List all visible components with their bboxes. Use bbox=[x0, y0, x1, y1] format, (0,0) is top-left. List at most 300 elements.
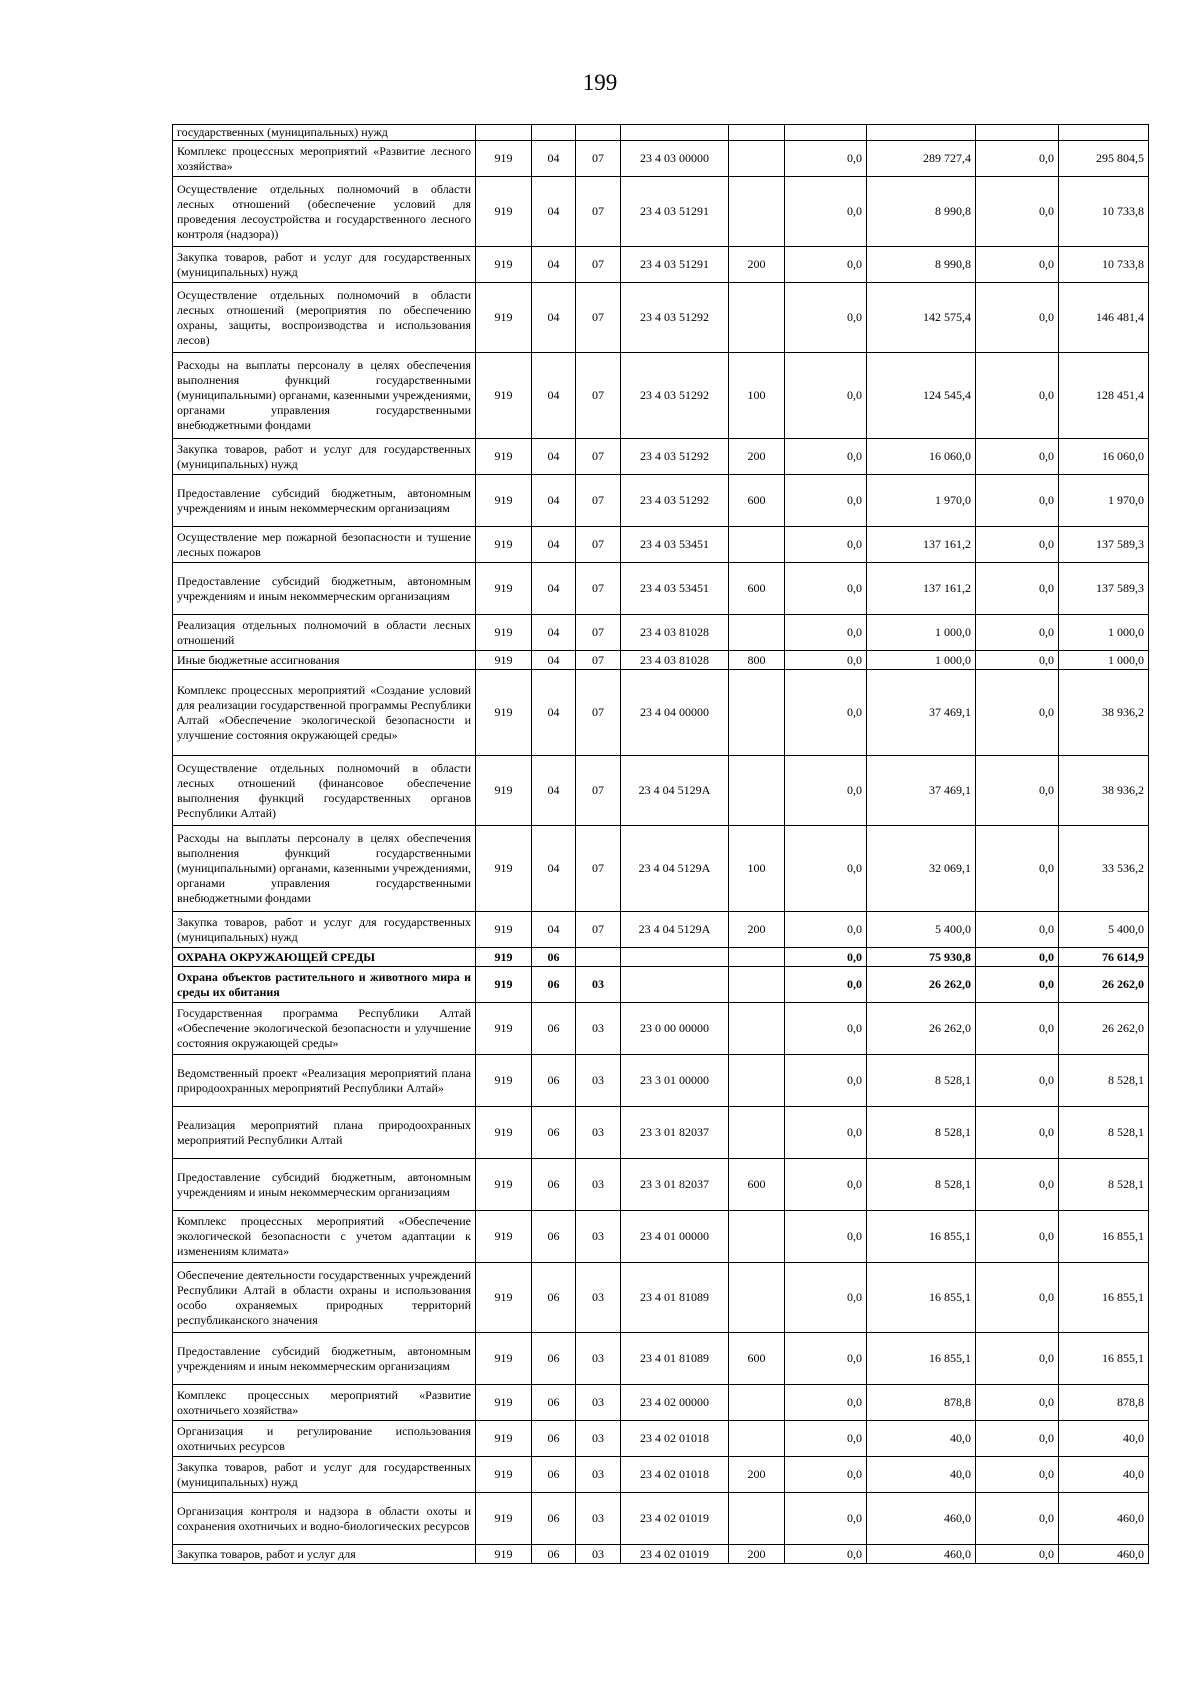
cell-section: 06 bbox=[532, 1333, 576, 1385]
cell-name: Осуществление отдельных полномочий в области лесных отношений (обеспечение условий для проведения лесоустройства и государственного лесного контроля (надзора)) bbox=[173, 177, 476, 247]
cell-amount-4: 8 528,1 bbox=[1059, 1055, 1149, 1107]
cell-grbs: 919 bbox=[476, 177, 532, 247]
cell-amount-3: 0,0 bbox=[976, 1211, 1059, 1263]
cell-amount-2: 37 469,1 bbox=[867, 756, 976, 826]
cell-expense-type: 200 bbox=[729, 247, 785, 283]
cell-expense-type bbox=[729, 967, 785, 1003]
cell-subsection: 07 bbox=[576, 912, 621, 948]
cell-amount-3: 0,0 bbox=[976, 563, 1059, 615]
cell-amount-1: 0,0 bbox=[785, 1493, 867, 1545]
cell-amount-2: 289 727,4 bbox=[867, 141, 976, 177]
cell-amount-1: 0,0 bbox=[785, 948, 867, 967]
cell-target-article: 23 4 04 5129А bbox=[621, 756, 729, 826]
cell-amount-4: 128 451,4 bbox=[1059, 353, 1149, 439]
cell-expense-type bbox=[729, 670, 785, 756]
cell-amount-4: 10 733,8 bbox=[1059, 247, 1149, 283]
cell-amount-2: 137 161,2 bbox=[867, 563, 976, 615]
cell-amount-3: 0,0 bbox=[976, 1493, 1059, 1545]
cell-amount-4: 5 400,0 bbox=[1059, 912, 1149, 948]
cell-amount-1: 0,0 bbox=[785, 912, 867, 948]
cell-amount-2: 8 528,1 bbox=[867, 1107, 976, 1159]
cell-amount-2: 16 855,1 bbox=[867, 1333, 976, 1385]
cell-name: Осуществление отдельных полномочий в области лесных отношений (финансовое обеспечение выполнения функций государственных органов Республики Алтай) bbox=[173, 756, 476, 826]
cell-amount-4: 40,0 bbox=[1059, 1457, 1149, 1493]
cell-name: Организация контроля и надзора в области охоты и сохранения охотничьих и водно-биологических ресурсов bbox=[173, 1493, 476, 1545]
cell-amount-4: 33 536,2 bbox=[1059, 826, 1149, 912]
cell-name: Комплекс процессных мероприятий «Обеспечение экологической безопасности с учетом адаптации к изменениям климата» bbox=[173, 1211, 476, 1263]
cell-amount-3: 0,0 bbox=[976, 527, 1059, 563]
table-body bbox=[173, 125, 1149, 1564]
budget-table bbox=[172, 124, 1149, 1564]
cell-subsection: 07 bbox=[576, 475, 621, 527]
cell-target-article: 23 0 00 00000 bbox=[621, 1003, 729, 1055]
cell-amount-1: 0,0 bbox=[785, 1263, 867, 1333]
cell-section: 04 bbox=[532, 756, 576, 826]
table-row bbox=[173, 141, 1149, 177]
cell-grbs: 919 bbox=[476, 353, 532, 439]
cell-target-article: 23 4 03 53451 bbox=[621, 527, 729, 563]
cell-expense-type: 200 bbox=[729, 1545, 785, 1564]
cell-expense-type bbox=[729, 1055, 785, 1107]
cell-subsection: 07 bbox=[576, 247, 621, 283]
cell-amount-2: 40,0 bbox=[867, 1421, 976, 1457]
cell-grbs: 919 bbox=[476, 912, 532, 948]
cell-section: 04 bbox=[532, 439, 576, 475]
cell-amount-2: 8 528,1 bbox=[867, 1159, 976, 1211]
cell-amount-3: 0,0 bbox=[976, 1159, 1059, 1211]
table-row bbox=[173, 247, 1149, 283]
cell-target-article: 23 3 01 82037 bbox=[621, 1107, 729, 1159]
cell-expense-type bbox=[729, 1421, 785, 1457]
cell-name: Комплекс процессных мероприятий «Развитие охотничьего хозяйства» bbox=[173, 1385, 476, 1421]
table-row bbox=[173, 439, 1149, 475]
cell-subsection: 07 bbox=[576, 670, 621, 756]
cell-amount-4: 137 589,3 bbox=[1059, 563, 1149, 615]
cell-amount-2: 8 990,8 bbox=[867, 177, 976, 247]
cell-expense-type bbox=[729, 948, 785, 967]
cell-grbs: 919 bbox=[476, 1055, 532, 1107]
cell-subsection: 07 bbox=[576, 563, 621, 615]
cell-target-article: 23 4 03 51292 bbox=[621, 439, 729, 475]
cell-amount-2: 1 970,0 bbox=[867, 475, 976, 527]
cell-grbs: 919 bbox=[476, 247, 532, 283]
cell-amount-3: 0,0 bbox=[976, 475, 1059, 527]
cell-amount-3: 0,0 bbox=[976, 1421, 1059, 1457]
cell-amount-1: 0,0 bbox=[785, 1333, 867, 1385]
cell-grbs: 919 bbox=[476, 948, 532, 967]
table-row bbox=[173, 948, 1149, 967]
cell-target-article bbox=[621, 948, 729, 967]
cell-target-article: 23 4 03 81028 bbox=[621, 615, 729, 651]
cell-amount-1: 0,0 bbox=[785, 826, 867, 912]
cell-amount-2: 16 855,1 bbox=[867, 1211, 976, 1263]
cell-amount-2: 26 262,0 bbox=[867, 967, 976, 1003]
cell-amount-3: 0,0 bbox=[976, 283, 1059, 353]
cell-grbs: 919 bbox=[476, 1385, 532, 1421]
cell-amount-1: 0,0 bbox=[785, 1457, 867, 1493]
table-row bbox=[173, 1421, 1149, 1457]
cell-grbs: 919 bbox=[476, 615, 532, 651]
cell-grbs: 919 bbox=[476, 527, 532, 563]
table-row bbox=[173, 475, 1149, 527]
cell-expense-type bbox=[729, 125, 785, 141]
cell-amount-2: 142 575,4 bbox=[867, 283, 976, 353]
cell-amount-2: 8 990,8 bbox=[867, 247, 976, 283]
cell-amount-4 bbox=[1059, 125, 1149, 141]
table-row bbox=[173, 1333, 1149, 1385]
cell-amount-1: 0,0 bbox=[785, 756, 867, 826]
cell-grbs: 919 bbox=[476, 670, 532, 756]
cell-target-article: 23 4 03 00000 bbox=[621, 141, 729, 177]
cell-amount-2: 32 069,1 bbox=[867, 826, 976, 912]
cell-expense-type: 200 bbox=[729, 439, 785, 475]
cell-amount-2: 460,0 bbox=[867, 1493, 976, 1545]
cell-target-article: 23 4 03 51291 bbox=[621, 247, 729, 283]
cell-subsection: 07 bbox=[576, 615, 621, 651]
cell-target-article: 23 4 03 81028 bbox=[621, 651, 729, 670]
cell-amount-1: 0,0 bbox=[785, 177, 867, 247]
cell-expense-type bbox=[729, 1263, 785, 1333]
cell-grbs bbox=[476, 125, 532, 141]
cell-amount-1: 0,0 bbox=[785, 1107, 867, 1159]
cell-amount-4: 8 528,1 bbox=[1059, 1107, 1149, 1159]
cell-section: 06 bbox=[532, 1545, 576, 1564]
cell-amount-1: 0,0 bbox=[785, 475, 867, 527]
table-row bbox=[173, 563, 1149, 615]
cell-amount-1: 0,0 bbox=[785, 651, 867, 670]
cell-grbs: 919 bbox=[476, 1263, 532, 1333]
cell-target-article: 23 3 01 00000 bbox=[621, 1055, 729, 1107]
cell-amount-1: 0,0 bbox=[785, 439, 867, 475]
cell-target-article: 23 4 02 01018 bbox=[621, 1457, 729, 1493]
cell-amount-2: 5 400,0 bbox=[867, 912, 976, 948]
cell-section: 06 bbox=[532, 1385, 576, 1421]
cell-amount-2: 8 528,1 bbox=[867, 1055, 976, 1107]
cell-amount-4: 38 936,2 bbox=[1059, 756, 1149, 826]
cell-name: государственных (муниципальных) нужд bbox=[173, 125, 476, 141]
cell-name: Закупка товаров, работ и услуг для государственных (муниципальных) нужд bbox=[173, 439, 476, 475]
cell-section: 06 bbox=[532, 1421, 576, 1457]
cell-name: ОХРАНА ОКРУЖАЮЩЕЙ СРЕДЫ bbox=[173, 948, 476, 967]
cell-name: Иные бюджетные ассигнования bbox=[173, 651, 476, 670]
cell-amount-4: 76 614,9 bbox=[1059, 948, 1149, 967]
cell-expense-type bbox=[729, 1211, 785, 1263]
cell-amount-1: 0,0 bbox=[785, 967, 867, 1003]
cell-name: Комплекс процессных мероприятий «Развитие лесного хозяйства» bbox=[173, 141, 476, 177]
cell-subsection: 03 bbox=[576, 1055, 621, 1107]
table-row bbox=[173, 967, 1149, 1003]
cell-name: Предоставление субсидий бюджетным, автономным учреждениям и иным некоммерческим организациям bbox=[173, 475, 476, 527]
table-row bbox=[173, 1211, 1149, 1263]
cell-amount-3: 0,0 bbox=[976, 1107, 1059, 1159]
cell-grbs: 919 bbox=[476, 1457, 532, 1493]
cell-subsection: 07 bbox=[576, 439, 621, 475]
cell-subsection: 03 bbox=[576, 1211, 621, 1263]
cell-subsection: 03 bbox=[576, 1385, 621, 1421]
cell-name: Предоставление субсидий бюджетным, автономным учреждениям и иным некоммерческим организациям bbox=[173, 1333, 476, 1385]
cell-expense-type: 600 bbox=[729, 475, 785, 527]
cell-name: Предоставление субсидий бюджетным, автономным учреждениям и иным некоммерческим организациям bbox=[173, 563, 476, 615]
cell-target-article: 23 4 04 5129А bbox=[621, 826, 729, 912]
table-row bbox=[173, 651, 1149, 670]
cell-amount-4: 16 855,1 bbox=[1059, 1263, 1149, 1333]
cell-grbs: 919 bbox=[476, 1545, 532, 1564]
cell-amount-1: 0,0 bbox=[785, 670, 867, 756]
cell-amount-4: 1 000,0 bbox=[1059, 651, 1149, 670]
cell-expense-type bbox=[729, 615, 785, 651]
cell-target-article bbox=[621, 125, 729, 141]
cell-name: Охрана объектов растительного и животного мира и среды их обитания bbox=[173, 967, 476, 1003]
cell-expense-type bbox=[729, 527, 785, 563]
cell-subsection: 03 bbox=[576, 1493, 621, 1545]
cell-name: Комплекс процессных мероприятий «Создание условий для реализации государственной программы Республики Алтай «Обеспечение экологической безопасности и улучшение состояния окружающей среды» bbox=[173, 670, 476, 756]
cell-subsection bbox=[576, 125, 621, 141]
cell-name: Осуществление мер пожарной безопасности и тушение лесных пожаров bbox=[173, 527, 476, 563]
cell-amount-3 bbox=[976, 125, 1059, 141]
cell-amount-1: 0,0 bbox=[785, 353, 867, 439]
cell-name: Реализация отдельных полномочий в области лесных отношений bbox=[173, 615, 476, 651]
cell-subsection: 03 bbox=[576, 1263, 621, 1333]
cell-amount-1: 0,0 bbox=[785, 1421, 867, 1457]
cell-section: 04 bbox=[532, 563, 576, 615]
cell-section: 06 bbox=[532, 967, 576, 1003]
cell-amount-2: 137 161,2 bbox=[867, 527, 976, 563]
cell-expense-type: 600 bbox=[729, 563, 785, 615]
cell-expense-type: 600 bbox=[729, 1159, 785, 1211]
cell-amount-4: 1 970,0 bbox=[1059, 475, 1149, 527]
cell-target-article: 23 4 02 00000 bbox=[621, 1385, 729, 1421]
cell-subsection: 03 bbox=[576, 1421, 621, 1457]
cell-amount-2: 37 469,1 bbox=[867, 670, 976, 756]
table-row bbox=[173, 1003, 1149, 1055]
cell-amount-3: 0,0 bbox=[976, 912, 1059, 948]
cell-amount-2: 75 930,8 bbox=[867, 948, 976, 967]
cell-amount-1 bbox=[785, 125, 867, 141]
cell-amount-3: 0,0 bbox=[976, 177, 1059, 247]
cell-name: Закупка товаров, работ и услуг для государственных (муниципальных) нужд bbox=[173, 247, 476, 283]
cell-expense-type bbox=[729, 1493, 785, 1545]
cell-amount-1: 0,0 bbox=[785, 563, 867, 615]
cell-grbs: 919 bbox=[476, 1211, 532, 1263]
cell-expense-type bbox=[729, 1385, 785, 1421]
cell-section: 06 bbox=[532, 1211, 576, 1263]
table-row bbox=[173, 912, 1149, 948]
cell-amount-3: 0,0 bbox=[976, 353, 1059, 439]
cell-target-article: 23 3 01 82037 bbox=[621, 1159, 729, 1211]
cell-target-article: 23 4 03 51292 bbox=[621, 475, 729, 527]
cell-section: 04 bbox=[532, 651, 576, 670]
cell-grbs: 919 bbox=[476, 475, 532, 527]
cell-expense-type bbox=[729, 283, 785, 353]
cell-expense-type bbox=[729, 177, 785, 247]
cell-amount-4: 38 936,2 bbox=[1059, 670, 1149, 756]
cell-target-article: 23 4 02 01019 bbox=[621, 1545, 729, 1564]
cell-expense-type bbox=[729, 1003, 785, 1055]
cell-name: Закупка товаров, работ и услуг для государственных (муниципальных) нужд bbox=[173, 912, 476, 948]
cell-target-article: 23 4 03 51291 bbox=[621, 177, 729, 247]
cell-target-article: 23 4 01 81089 bbox=[621, 1263, 729, 1333]
cell-name: Ведомственный проект «Реализация мероприятий плана природоохранных мероприятий Республики Алтай» bbox=[173, 1055, 476, 1107]
cell-target-article: 23 4 04 5129А bbox=[621, 912, 729, 948]
table-row bbox=[173, 1159, 1149, 1211]
cell-expense-type bbox=[729, 141, 785, 177]
cell-grbs: 919 bbox=[476, 563, 532, 615]
cell-subsection: 03 bbox=[576, 967, 621, 1003]
cell-amount-1: 0,0 bbox=[785, 615, 867, 651]
cell-amount-4: 8 528,1 bbox=[1059, 1159, 1149, 1211]
cell-section: 04 bbox=[532, 475, 576, 527]
cell-amount-3: 0,0 bbox=[976, 1263, 1059, 1333]
cell-subsection: 07 bbox=[576, 756, 621, 826]
cell-section: 06 bbox=[532, 1263, 576, 1333]
cell-name: Закупка товаров, работ и услуг для государственных (муниципальных) нужд bbox=[173, 1457, 476, 1493]
cell-amount-1: 0,0 bbox=[785, 247, 867, 283]
cell-section: 04 bbox=[532, 670, 576, 756]
cell-section: 04 bbox=[532, 826, 576, 912]
table-row bbox=[173, 1263, 1149, 1333]
cell-amount-3: 0,0 bbox=[976, 826, 1059, 912]
cell-grbs: 919 bbox=[476, 141, 532, 177]
table-row bbox=[173, 1545, 1149, 1564]
table-row bbox=[173, 1107, 1149, 1159]
cell-amount-2: 16 855,1 bbox=[867, 1263, 976, 1333]
cell-amount-2: 16 060,0 bbox=[867, 439, 976, 475]
cell-amount-3: 0,0 bbox=[976, 1055, 1059, 1107]
cell-section: 06 bbox=[532, 1107, 576, 1159]
cell-target-article: 23 4 02 01019 bbox=[621, 1493, 729, 1545]
cell-amount-4: 10 733,8 bbox=[1059, 177, 1149, 247]
cell-amount-1: 0,0 bbox=[785, 141, 867, 177]
cell-amount-4: 16 855,1 bbox=[1059, 1211, 1149, 1263]
cell-amount-4: 146 481,4 bbox=[1059, 283, 1149, 353]
cell-subsection bbox=[576, 948, 621, 967]
cell-section: 04 bbox=[532, 177, 576, 247]
cell-amount-4: 878,8 bbox=[1059, 1385, 1149, 1421]
table-row bbox=[173, 1385, 1149, 1421]
cell-target-article: 23 4 03 51292 bbox=[621, 353, 729, 439]
cell-subsection: 07 bbox=[576, 177, 621, 247]
table-row bbox=[173, 527, 1149, 563]
cell-amount-4: 26 262,0 bbox=[1059, 1003, 1149, 1055]
cell-amount-1: 0,0 bbox=[785, 1003, 867, 1055]
cell-expense-type: 100 bbox=[729, 353, 785, 439]
cell-target-article: 23 4 03 51292 bbox=[621, 283, 729, 353]
cell-subsection: 07 bbox=[576, 651, 621, 670]
table-row bbox=[173, 125, 1149, 141]
table-row bbox=[173, 1457, 1149, 1493]
cell-amount-3: 0,0 bbox=[976, 967, 1059, 1003]
cell-section: 04 bbox=[532, 283, 576, 353]
cell-amount-3: 0,0 bbox=[976, 1003, 1059, 1055]
cell-grbs: 919 bbox=[476, 1333, 532, 1385]
cell-amount-2: 26 262,0 bbox=[867, 1003, 976, 1055]
cell-amount-1: 0,0 bbox=[785, 1211, 867, 1263]
cell-subsection: 03 bbox=[576, 1003, 621, 1055]
cell-amount-1: 0,0 bbox=[785, 283, 867, 353]
cell-target-article: 23 4 02 01018 bbox=[621, 1421, 729, 1457]
table-row bbox=[173, 670, 1149, 756]
cell-amount-4: 295 804,5 bbox=[1059, 141, 1149, 177]
cell-amount-4: 40,0 bbox=[1059, 1421, 1149, 1457]
cell-amount-3: 0,0 bbox=[976, 1333, 1059, 1385]
cell-amount-1: 0,0 bbox=[785, 1159, 867, 1211]
cell-grbs: 919 bbox=[476, 1493, 532, 1545]
cell-amount-2 bbox=[867, 125, 976, 141]
table-row bbox=[173, 353, 1149, 439]
table-row bbox=[173, 1493, 1149, 1545]
cell-name: Реализация мероприятий плана природоохранных мероприятий Республики Алтай bbox=[173, 1107, 476, 1159]
cell-section: 04 bbox=[532, 353, 576, 439]
cell-target-article: 23 4 04 00000 bbox=[621, 670, 729, 756]
cell-subsection: 03 bbox=[576, 1159, 621, 1211]
cell-expense-type bbox=[729, 1107, 785, 1159]
cell-grbs: 919 bbox=[476, 1107, 532, 1159]
cell-amount-3: 0,0 bbox=[976, 1457, 1059, 1493]
cell-subsection: 07 bbox=[576, 283, 621, 353]
cell-subsection: 07 bbox=[576, 826, 621, 912]
cell-section: 04 bbox=[532, 912, 576, 948]
cell-name: Организация и регулирование использования охотничьих ресурсов bbox=[173, 1421, 476, 1457]
cell-expense-type: 600 bbox=[729, 1333, 785, 1385]
table-row bbox=[173, 826, 1149, 912]
cell-grbs: 919 bbox=[476, 1159, 532, 1211]
page-number: 199 bbox=[582, 70, 618, 95]
cell-section: 06 bbox=[532, 948, 576, 967]
table-row bbox=[173, 177, 1149, 247]
cell-target-article: 23 4 01 00000 bbox=[621, 1211, 729, 1263]
cell-subsection: 03 bbox=[576, 1545, 621, 1564]
cell-section bbox=[532, 125, 576, 141]
cell-section: 06 bbox=[532, 1457, 576, 1493]
cell-name: Государственная программа Республики Алтай «Обеспечение экологической безопасности и улучшение состояния окружающей среды» bbox=[173, 1003, 476, 1055]
cell-name: Расходы на выплаты персоналу в целях обеспечения выполнения функций государственными (муниципальными) органами, казенными учреждениями, органами управления государственными внебюджетными фондами bbox=[173, 353, 476, 439]
table-row bbox=[173, 756, 1149, 826]
cell-expense-type: 800 bbox=[729, 651, 785, 670]
cell-grbs: 919 bbox=[476, 283, 532, 353]
cell-target-article: 23 4 03 53451 bbox=[621, 563, 729, 615]
cell-grbs: 919 bbox=[476, 1421, 532, 1457]
table-row bbox=[173, 283, 1149, 353]
cell-amount-3: 0,0 bbox=[976, 651, 1059, 670]
cell-expense-type bbox=[729, 756, 785, 826]
cell-amount-2: 124 545,4 bbox=[867, 353, 976, 439]
cell-name: Расходы на выплаты персоналу в целях обеспечения выполнения функций государственными (муниципальными) органами, казенными учреждениями, органами управления государственными внебюджетными фондами bbox=[173, 826, 476, 912]
cell-target-article bbox=[621, 967, 729, 1003]
cell-section: 04 bbox=[532, 141, 576, 177]
cell-section: 06 bbox=[532, 1055, 576, 1107]
cell-amount-4: 16 855,1 bbox=[1059, 1333, 1149, 1385]
cell-amount-1: 0,0 bbox=[785, 1385, 867, 1421]
cell-section: 04 bbox=[532, 615, 576, 651]
cell-subsection: 03 bbox=[576, 1457, 621, 1493]
cell-amount-3: 0,0 bbox=[976, 948, 1059, 967]
cell-amount-4: 460,0 bbox=[1059, 1493, 1149, 1545]
cell-amount-1: 0,0 bbox=[785, 1055, 867, 1107]
cell-grbs: 919 bbox=[476, 756, 532, 826]
cell-expense-type: 200 bbox=[729, 912, 785, 948]
cell-section: 04 bbox=[532, 527, 576, 563]
cell-subsection: 03 bbox=[576, 1333, 621, 1385]
cell-amount-2: 1 000,0 bbox=[867, 651, 976, 670]
cell-grbs: 919 bbox=[476, 967, 532, 1003]
cell-name: Предоставление субсидий бюджетным, автономным учреждениям и иным некоммерческим организациям bbox=[173, 1159, 476, 1211]
table-row bbox=[173, 1055, 1149, 1107]
cell-name: Закупка товаров, работ и услуг для bbox=[173, 1545, 476, 1564]
cell-amount-2: 40,0 bbox=[867, 1457, 976, 1493]
cell-section: 06 bbox=[532, 1159, 576, 1211]
cell-expense-type: 100 bbox=[729, 826, 785, 912]
cell-amount-4: 16 060,0 bbox=[1059, 439, 1149, 475]
